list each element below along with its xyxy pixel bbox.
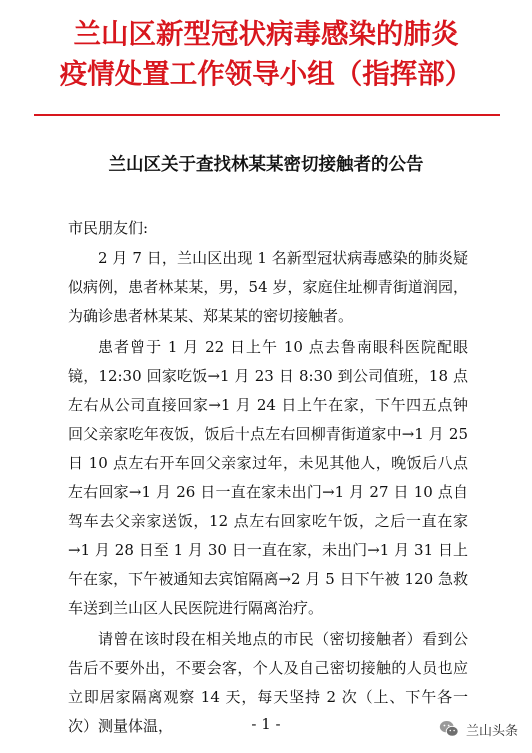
paragraph-travel-history: 患者曾于 1 月 22 日上午 10 点去鲁南眼科医院配眼镜，12:30 回家吃饭→1 月 23 日 8:30 到公司值班，18 点左右从公司直接回家→1 月 24 日上午在家，下午四五点钟回父亲家吃年夜饭，饭后十点左右回柳青街道家中→1 月 25 日 10 点左右开车回父亲家过年，未见其他人，晚饭后八点左右回家→1 月 26 日一直在家未出门→1 月 27 日 10 点自驾车去父亲家送饭，12 点左右回家吃午饭，之后一直在家→1 月 28 日至 1 月 30 日一直在家，未出门→1 月 31 日上午在家，下午被通知去宾馆隔离→2 月 5 日下午被 120 急救车送到兰山区人民医院进行隔离治疗。	[68, 338, 468, 617]
watermark-text: 兰山头条	[465, 723, 518, 739]
source-watermark	[438, 716, 518, 742]
header-line-1: 兰山区新型冠状病毒感染的肺炎	[73, 18, 459, 50]
header-line-2: 疫情处置工作领导小组（指挥部）	[59, 58, 473, 90]
notice-body	[68, 244, 468, 741]
salutation: 市民朋友们:	[68, 219, 149, 237]
issuing-authority-header	[0, 14, 532, 94]
notice-title: 兰山区关于查找林某某密切接触者的公告	[108, 155, 424, 175]
page-number: - 1 -	[251, 715, 281, 733]
paragraph-instructions: 请曾在该时段在相关地点的市民（密切接触者）看到公告后不要外出，不要会客，个人及自己密切接触的人员也应立即居家隔离观察 14 天，每天坚持 2 次（上、下午各一次）测量体温，	[68, 630, 468, 735]
wechat-logo-icon	[438, 718, 460, 740]
paragraph-case-summary: 2 月 7 日，兰山区出现 1 名新型冠状病毒感染的肺炎疑似病例，患者林某某，男，54 岁，家庭住址柳青街道润园，为确诊患者林某某、郑某某的密切接触者。	[68, 249, 468, 325]
red-divider	[34, 114, 500, 116]
